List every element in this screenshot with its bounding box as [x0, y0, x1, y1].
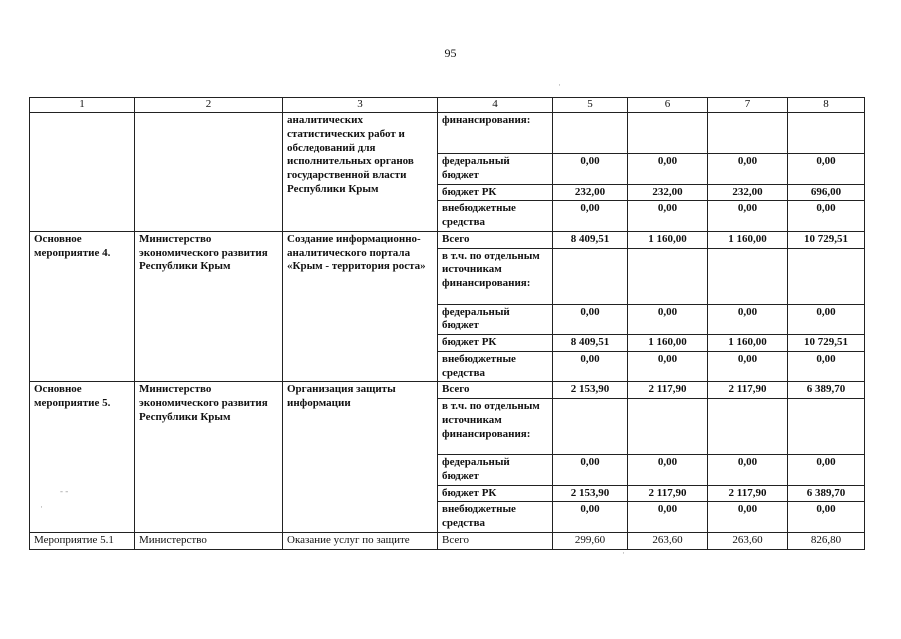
value-cell: 6 389,70 — [788, 382, 865, 399]
value-cell — [628, 248, 708, 304]
value-cell — [708, 113, 788, 154]
source-cell: бюджет РК — [438, 184, 553, 201]
scan-speck: · — [40, 502, 43, 512]
description-cell: Организация защиты информации — [283, 382, 438, 533]
source-cell: внебюджетные средства — [438, 351, 553, 382]
value-cell: 0,00 — [628, 502, 708, 533]
measure-name-cell: Мероприятие 5.1 — [30, 532, 135, 549]
description-cell: Оказание услуг по защите — [283, 532, 438, 549]
executor-cell: Министерство экономического развития Республики Крым — [135, 231, 283, 382]
table-row — [30, 113, 865, 154]
scan-speck: · — [622, 548, 625, 558]
value-cell: 263,60 — [708, 532, 788, 549]
source-cell: Всего — [438, 532, 553, 549]
measure-name-cell: Основное мероприятие 4. — [30, 231, 135, 382]
value-cell: 0,00 — [553, 455, 628, 486]
value-cell: 696,00 — [788, 184, 865, 201]
column-header: 3 — [283, 98, 438, 113]
value-cell: 0,00 — [788, 304, 865, 335]
page-number: 95 — [444, 46, 457, 60]
source-cell: Всего — [438, 382, 553, 399]
value-cell: 263,60 — [628, 532, 708, 549]
value-cell: 0,00 — [788, 502, 865, 533]
value-cell: 0,00 — [628, 154, 708, 185]
source-cell: финансирования: — [438, 113, 553, 154]
value-cell: 0,00 — [788, 154, 865, 185]
value-cell: 1 160,00 — [628, 231, 708, 248]
executor-cell: Министерство экономического развития Республики Крым — [135, 382, 283, 533]
executor-cell — [135, 113, 283, 232]
value-cell: 10 729,51 — [788, 231, 865, 248]
executor-cell: Министерство — [135, 532, 283, 549]
value-cell: 1 160,00 — [708, 231, 788, 248]
value-cell: 0,00 — [788, 455, 865, 486]
source-cell: федеральный бюджет — [438, 304, 553, 335]
source-cell: внебюджетные средства — [438, 502, 553, 533]
scan-speck: - - — [60, 486, 69, 496]
value-cell: 2 117,90 — [708, 382, 788, 399]
value-cell: 1 160,00 — [628, 335, 708, 352]
source-cell: внебюджетные средства — [438, 201, 553, 232]
column-header: 5 — [553, 98, 628, 113]
value-cell: 1 160,00 — [708, 335, 788, 352]
value-cell: 6 389,70 — [788, 485, 865, 502]
value-cell: 232,00 — [628, 184, 708, 201]
value-cell: 232,00 — [553, 184, 628, 201]
value-cell — [553, 113, 628, 154]
value-cell: 0,00 — [553, 351, 628, 382]
value-cell: 10 729,51 — [788, 335, 865, 352]
value-cell: 299,60 — [553, 532, 628, 549]
value-cell: 0,00 — [708, 502, 788, 533]
value-cell: 2 117,90 — [628, 382, 708, 399]
value-cell: 0,00 — [708, 201, 788, 232]
column-header: 8 — [788, 98, 865, 113]
source-cell: Всего — [438, 231, 553, 248]
scan-speck: · — [558, 80, 561, 90]
value-cell: 0,00 — [553, 201, 628, 232]
source-cell: бюджет РК — [438, 335, 553, 352]
value-cell — [708, 248, 788, 304]
value-cell — [628, 399, 708, 455]
value-cell: 0,00 — [628, 455, 708, 486]
value-cell: 826,80 — [788, 532, 865, 549]
value-cell: 0,00 — [628, 351, 708, 382]
value-cell: 2 117,90 — [708, 485, 788, 502]
value-cell — [708, 399, 788, 455]
value-cell: 0,00 — [553, 304, 628, 335]
value-cell: 232,00 — [708, 184, 788, 201]
column-header: 7 — [708, 98, 788, 113]
value-cell: 0,00 — [553, 502, 628, 533]
column-header: 6 — [628, 98, 708, 113]
value-cell: 0,00 — [788, 201, 865, 232]
table-row — [30, 231, 865, 248]
column-header: 1 — [30, 98, 135, 113]
source-cell: бюджет РК — [438, 485, 553, 502]
value-cell — [788, 248, 865, 304]
value-cell: 0,00 — [708, 351, 788, 382]
value-cell: 2 117,90 — [628, 485, 708, 502]
value-cell: 0,00 — [788, 351, 865, 382]
source-cell: в т.ч. по отдельным источникам финансирования: — [438, 399, 553, 455]
value-cell: 2 153,90 — [553, 382, 628, 399]
description-cell: Создание информационно-аналитического портала «Крым - территория роста» — [283, 231, 438, 382]
value-cell: 0,00 — [628, 201, 708, 232]
value-cell: 0,00 — [708, 455, 788, 486]
value-cell — [553, 248, 628, 304]
value-cell: 0,00 — [708, 154, 788, 185]
column-header: 2 — [135, 98, 283, 113]
column-header: 4 — [438, 98, 553, 113]
table-row — [30, 532, 865, 549]
value-cell — [788, 113, 865, 154]
header-row — [30, 98, 865, 113]
budget-table — [29, 97, 865, 550]
source-cell: федеральный бюджет — [438, 154, 553, 185]
value-cell: 0,00 — [708, 304, 788, 335]
value-cell: 8 409,51 — [553, 335, 628, 352]
value-cell — [788, 399, 865, 455]
value-cell — [553, 399, 628, 455]
table-row — [30, 382, 865, 399]
value-cell: 0,00 — [628, 304, 708, 335]
measure-name-cell — [30, 113, 135, 232]
source-cell: федеральный бюджет — [438, 455, 553, 486]
value-cell — [628, 113, 708, 154]
measure-name-cell: Основное мероприятие 5. — [30, 382, 135, 533]
description-cell: аналитических статистических работ и обследований для исполнительных органов государственной власти Республики Крым — [283, 113, 438, 232]
source-cell: в т.ч. по отдельным источникам финансирования: — [438, 248, 553, 304]
value-cell: 0,00 — [553, 154, 628, 185]
value-cell: 8 409,51 — [553, 231, 628, 248]
value-cell: 2 153,90 — [553, 485, 628, 502]
